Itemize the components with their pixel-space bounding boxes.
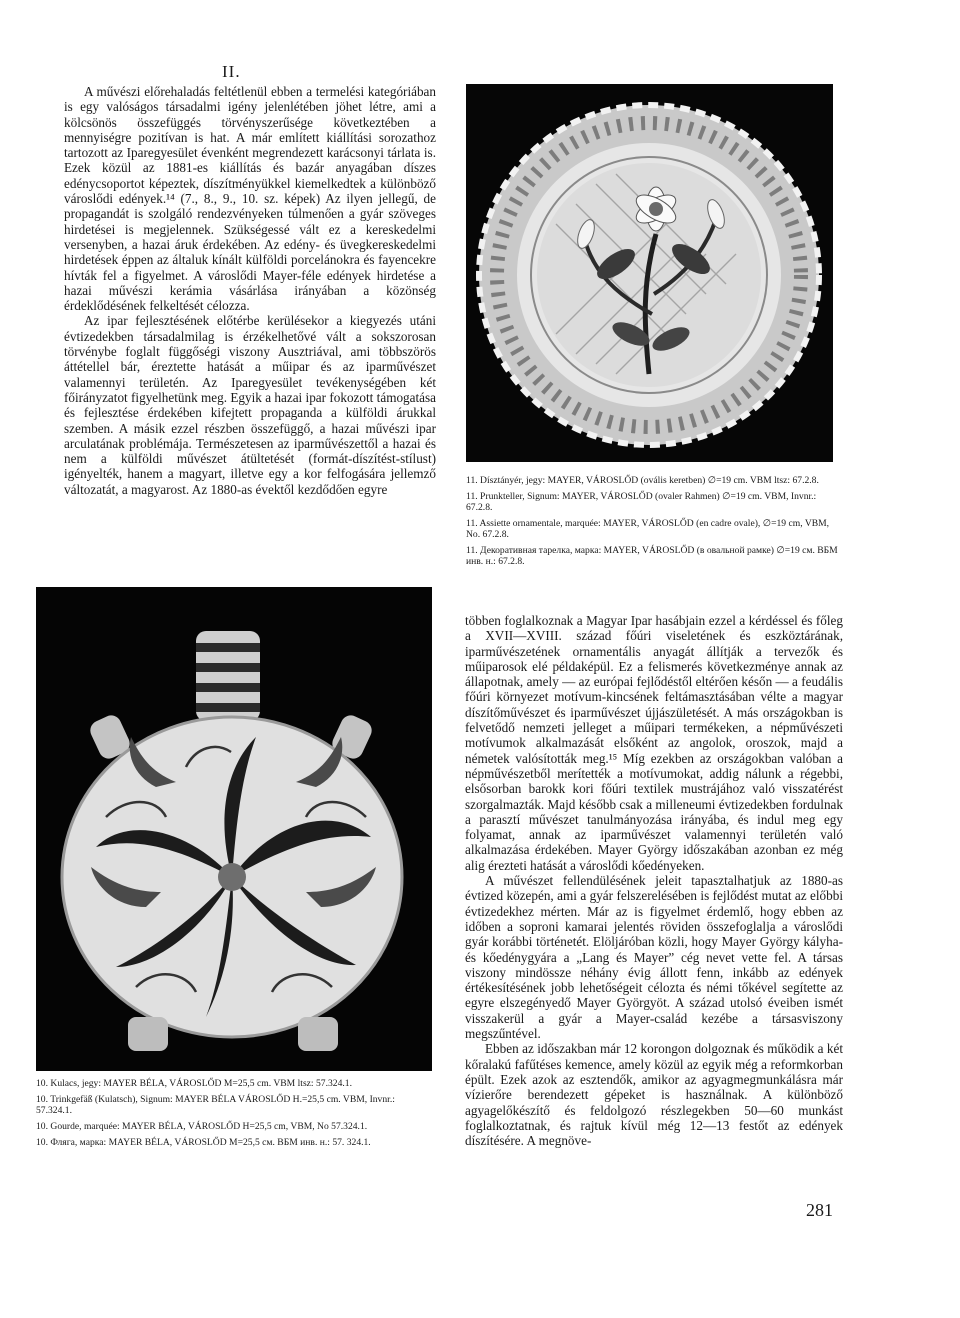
caption-line-french: 10. Gourde, marquée: MAYER BÉLA, VÁROSLŐD H=25,5 cm, VBM, No 57.324.1. bbox=[36, 1121, 368, 1132]
flask-caption bbox=[36, 1078, 424, 1153]
caption-line-hungarian: 10. Kulacs, jegy: MAYER BÉLA, VÁROSLŐD M=25,5 cm. VBM ltsz: 57.324.1. bbox=[36, 1078, 352, 1089]
caption-line-french: 11. Assiette ornamentale, marquée: MAYER, VÁROSLŐD (en cadre ovale), ∅=19 cm, VBM, No. 67.2.8. bbox=[466, 518, 830, 540]
decorative-plate-photo bbox=[466, 84, 833, 462]
paragraph: Ebben az időszakban már 12 korongon dolgoznak és működik a két kőralakú fafűtéses kemence, amely közül az egyik még a reformkorban épült. Ezek azok az esztendők, amikor az agyagmegmunkálásra már vízierőre berendezett gépeket is használnak. A különböző agyagelőkészítő és feldolgozó részlegekben 50—60 munkást foglalkoztatnak, és rajtuk kívül még 12—13 festőt az edények díszítésére. A megnöve- bbox=[465, 1041, 843, 1149]
page-number: 281 bbox=[806, 1200, 833, 1220]
left-text-column bbox=[64, 84, 436, 497]
right-text-column bbox=[465, 613, 843, 1148]
caption-line-russian: 10. Фляга, марка: MAYER BÉLA, VÁROSLŐD M=25,5 см. ВБМ инв. н.: 57. 324.1. bbox=[36, 1137, 371, 1148]
flask-photo bbox=[36, 587, 432, 1071]
caption-line-russian: 11. Декоративная тарелка, марка: MAYER, VÁROSLŐD (в овальной рамке) ∅=19 см. ВБМ инв. н.: 67.2.8. bbox=[466, 545, 838, 567]
paragraph: Az ipar fejlesztésének előtérbe kerülésekor a kiegyezés utáni évtizedekben társadalmilag is érzékelhetővé vált a sokszorosan törvénybe foglalt függőségi viszony Ausztriával, ami többszörös áttétellel bár, éreztette hatását a műipar és az iparművészet valamennyi területén. Az Iparegyesület tevékenységében két főirányzatot figyelhetünk meg. Egyik a hazai ipar fokozott támogatása és fejlesztése érdekében kifejtett propaganda a külföldi árukkal szemben. A másik ezzel részben összefüggő, a hazai művészi ipar arculatának problémája. Természetesen az iparművészettől a hazai és nem a külföldi művészet átültetését (formát-díszítést-stílust) igényelték, hanem a magyart, illetve egy a kor felfogására jellemző változatát, a magyarost. Az 1880-as évektől kezdődően egyre bbox=[64, 313, 436, 497]
plate-caption bbox=[466, 475, 844, 572]
paragraph: A művészet fellendülésének jeleit tapasztalhatjuk az 1880-as évtized közepén, ami a gyár felszerelésében is fejlődést mutat az előbbi évtizedekhez mérten. Már az is figyelmet érdemlő, hogy ebben az időben a soproni kamarai jelentés röviden összefoglalja a városlődi gyár korábbi történetét. Elöljáróban közli, hogy Mayer György kályha- és kőedénygyára a „Lang és Mayer” cég nevet vette fel. A társas viszony mindössze néhány évig állott fenn, inkább az edények értékesítésének jobb lehetőségeit célozta és némi tőkével segítette az egyre elszegényedő Mayer Györgyöt. A század utolsó éveiben ismét visszakerül a gyár a Mayer-család kezébe a társasviszony megszűntével. bbox=[465, 873, 843, 1042]
section-heading: II. bbox=[222, 62, 241, 81]
caption-line-german: 11. Prunkteller, Signum: MAYER, VÁROSLŐD (ovaler Rahmen) ∅=19 cm. VBM, Invnr.: 67.2.8. bbox=[466, 491, 817, 513]
caption-line-german: 10. Trinkgefäß (Kulatsch), Signum: MAYER BÉLA VÁROSLŐD H.=25,5 cm. VBM, Invnr.: 57.324.1. bbox=[36, 1094, 395, 1116]
paragraph: többen foglalkoznak a Magyar Ipar hasábjain ezzel a kérdéssel és főleg a XVII—XVIII. század főúri viseletének és eszköztárának, iparművészetének ornamentális anyagát állítják a tervezők és műiparosok elé példaképül. Ez a felismerés következménye annak az állapotnak, amely — az európai fejlődéstől eltérően későn — a feudális főúri környezet motívum-kincsének feltámasztásában vélte a magyar díszítőművészet és iparművészet újjászületését. A más országokban is felvetődő nemzeti jelleget a műipari termékeken, a népművészeti motívumok alkalmazását elsőként az angolok, oroszok, majd a németek valósították meg.¹⁵ Míg ezekben az országokban valóban a népművészetből merítették a motívumokat, addig nálunk a régebbi, elsősorban barokk kori főúri textilek mustrájához való visszatérést szorgalmazták. Majd később csak a milleneumi évtizedekben fordulnak a parasztí művészet tanulmányozása irányába, és indul meg egy folyamat, annak az iparművészet valamennyi területén való alkalmazása érdekében. Mayer György időszakában azonban ez még alig érezteti hatását a városlődi kőedényeken. bbox=[465, 613, 843, 873]
caption-line-hungarian: 11. Dísztányér, jegy: MAYER, VÁROSLŐD (ovális keretben) ∅=19 cm. VBM ltsz: 67.2.8. bbox=[466, 475, 819, 486]
paragraph: A művészi előrehaladás feltétlenül ebben a termelési kategóriában is egy valóságos társadalmi igény jelenlétében jöhet létre, ami a kölcsönös összefüggés törvényszerűsége következtében a mennyiségre pozitívan is hat. A már említett kiállítási sorozathoz tartozott az Iparegyesület évenként megrendezett karácsonyi tárlata is. Ezek közül az 1881-es kiállítás és bazár anyagában díszes edénycsoportot képeztek, díszítményükkel kiemelkedtek a különböző városlődi edények.¹⁴ (7., 8., 9., 10. sz. képek) Az ilyen jellegű, de propagandát is szolgáló rendezvényeken túlmenően a gyár szöveges hirdetései is megjelennek. Szükségessé vált ez a kereskedelmi versenyben, a hazai áruk érdekében. Az edény- és üvegkereskedelmi hirdetések éppen az általuk kínált külföldi porcelánokra és fayencekre hívták fel a figyelmet. A városlődi Mayer-féle edények hirdetése a hazai művészi kerámia vásárlása irányában a közönség érdeklődésének felkeltését célozza. bbox=[64, 84, 436, 314]
